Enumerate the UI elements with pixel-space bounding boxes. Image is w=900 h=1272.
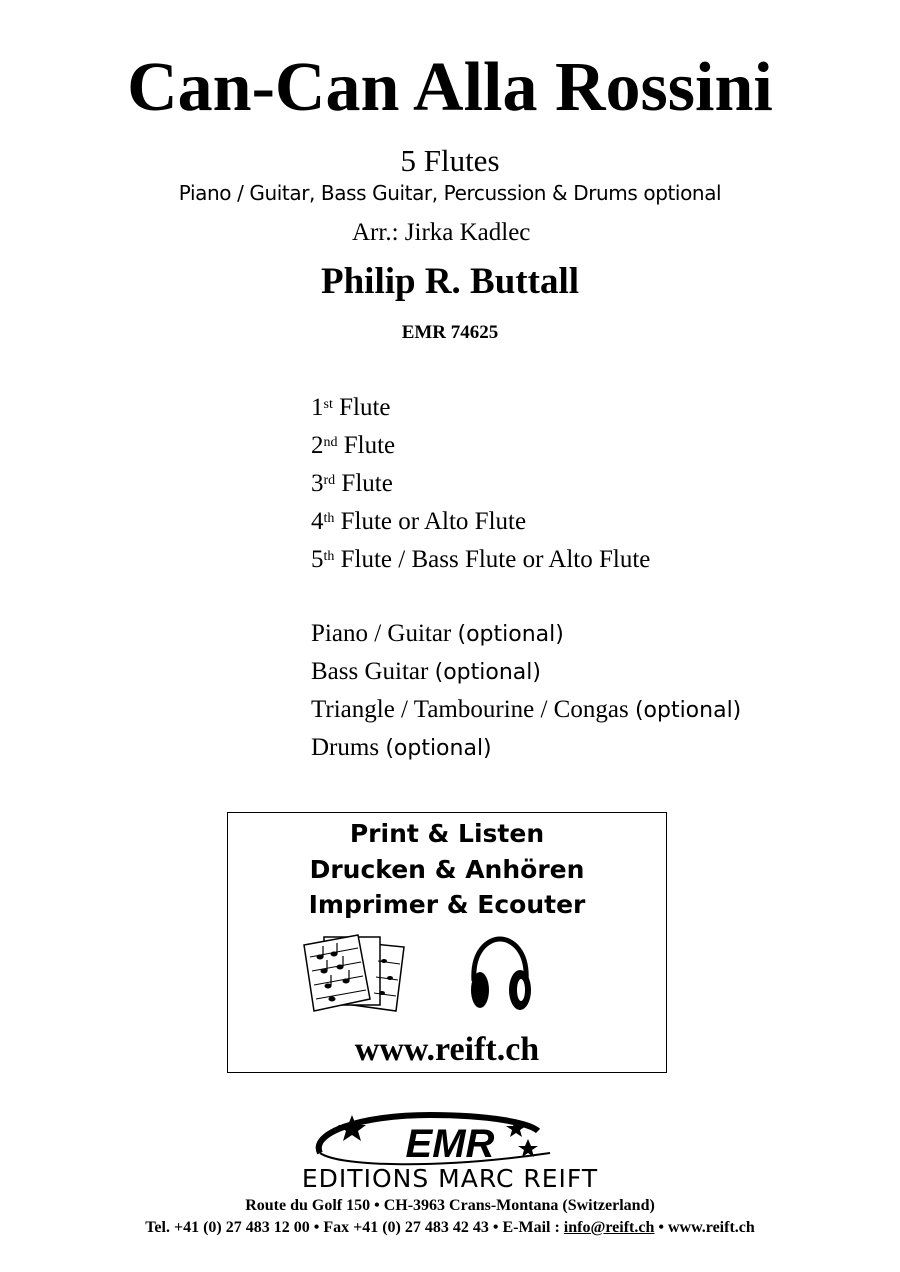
catalog-number: EMR 74625 <box>401 322 499 343</box>
optional-parts-list <box>311 619 741 771</box>
publisher-address: Route du Golf 150 • CH-3963 Crans-Montana (Switzerland) <box>245 1197 655 1214</box>
publisher-name: EDITIONS MARC REIFT <box>301 1164 599 1193</box>
publisher-contact: Tel. +41 (0) 27 483 12 00 • Fax +41 (0) 27 483 42 43 • E-Mail : info@reift.ch • www.reift.ch <box>145 1219 755 1236</box>
part-item: 1st Flute <box>311 394 391 421</box>
composer: Philip R. Buttall <box>320 261 580 302</box>
promo-line-de: Drucken & Anhören <box>309 855 585 884</box>
instrumentation: 5 Flutes <box>400 143 500 178</box>
part-item: 4th Flute or Alto Flute <box>311 508 527 535</box>
part-item: Drums (optional) <box>311 734 492 761</box>
promo-line-fr: Imprimer & Ecouter <box>308 890 586 919</box>
email-link[interactable]: info@reift.ch <box>563 1219 655 1236</box>
headphones-icon <box>466 935 534 1013</box>
part-item: Bass Guitar (optional) <box>311 658 541 685</box>
part-item: Triangle / Tambourine / Congas (optional) <box>311 696 742 723</box>
optional-instruments: Piano / Guitar, Bass Guitar, Percussion & Drums optional <box>178 181 722 205</box>
part-item: 5th Flute / Bass Flute or Alto Flute <box>311 546 651 573</box>
part-item: 3rd Flute <box>311 470 393 497</box>
part-item: 2nd Flute <box>311 432 396 459</box>
logo-text: EMR <box>405 1122 495 1166</box>
arranger: Arr.: Jirka Kadlec <box>352 219 531 246</box>
page-title: Can-Can Alla Rossini <box>127 49 773 126</box>
flute-parts-list <box>311 393 650 583</box>
promo-url[interactable]: www.reift.ch <box>354 1031 540 1068</box>
sheet-music-icon <box>300 931 412 1015</box>
print-listen-box <box>227 812 667 1073</box>
promo-line-en: Print & Listen <box>349 819 545 848</box>
part-item: Piano / Guitar (optional) <box>311 620 564 647</box>
